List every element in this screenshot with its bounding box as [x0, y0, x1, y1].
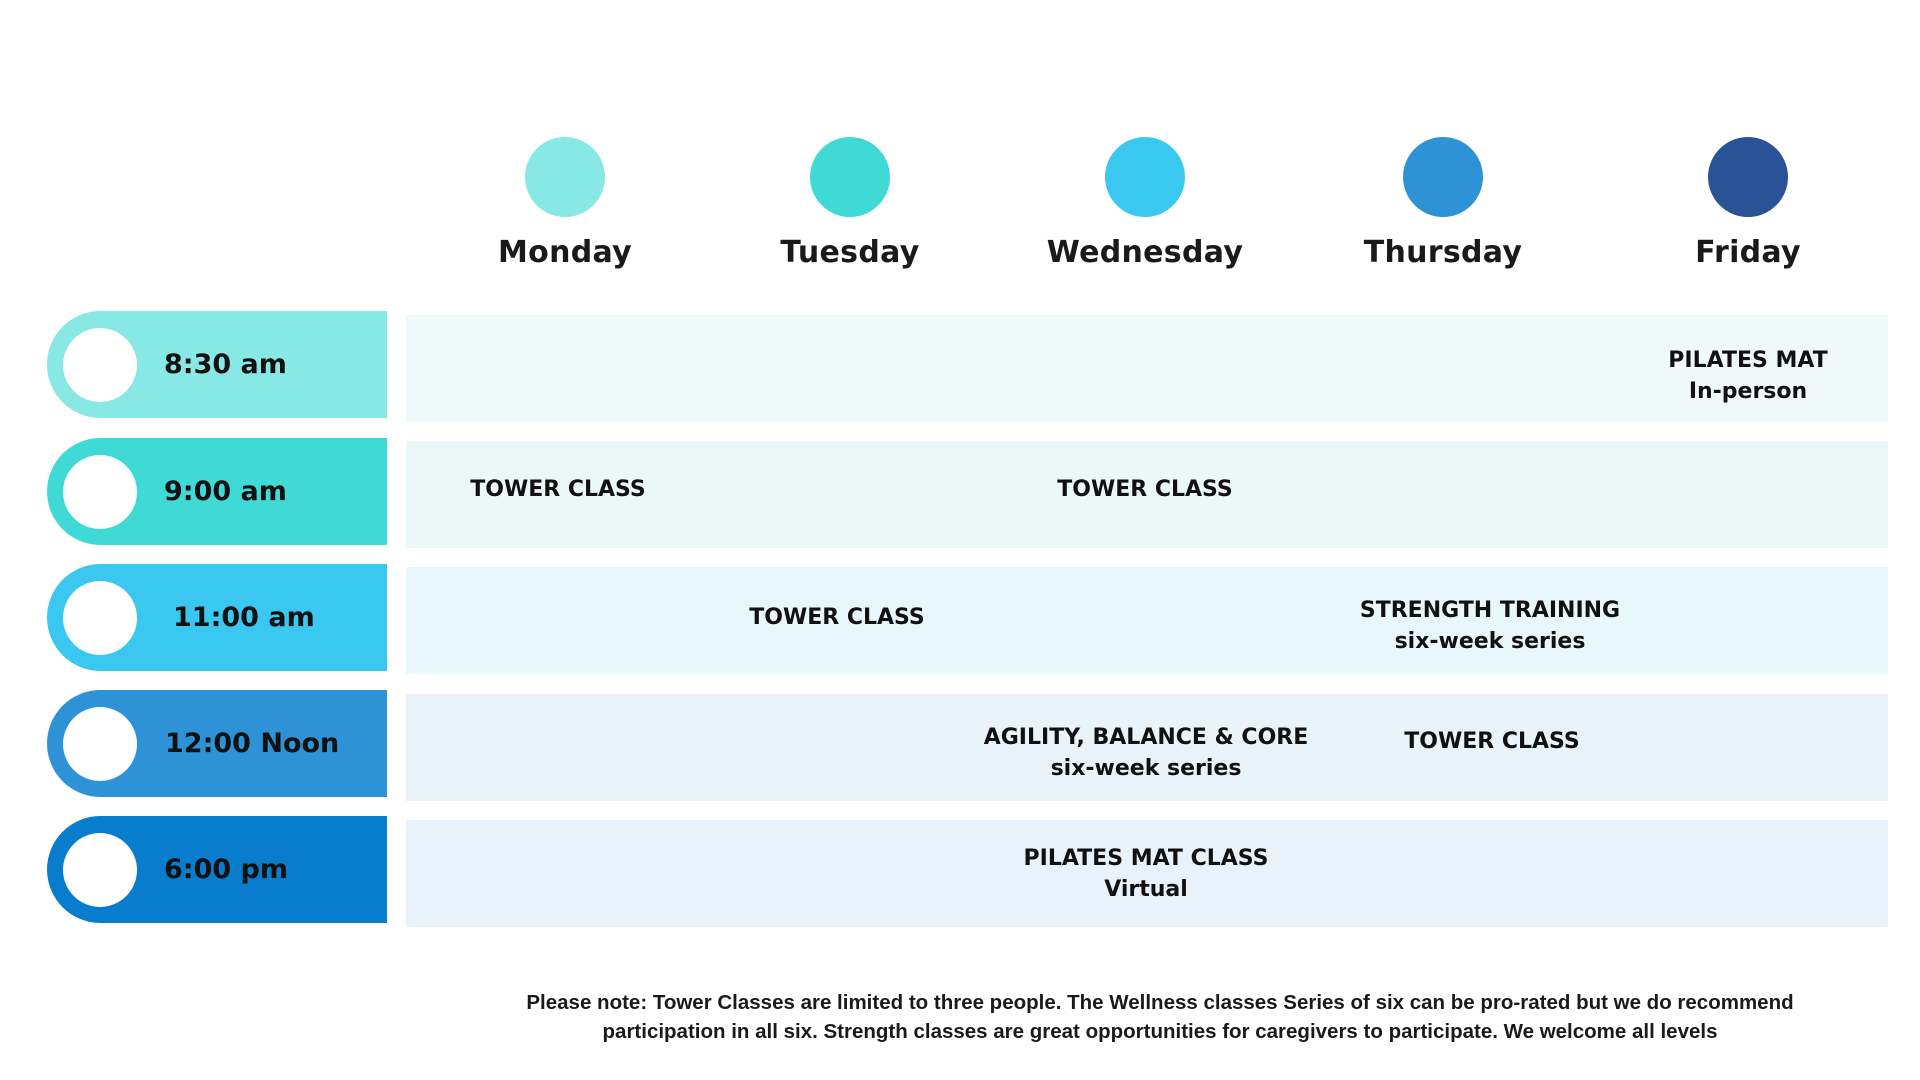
- time-slot-circle: [63, 707, 137, 781]
- class-subtitle: In-person: [1688, 379, 1808, 404]
- day-header-thursday: [1293, 137, 1593, 270]
- time-slot-900am: [47, 438, 387, 545]
- class-cell-thursday: [1310, 595, 1670, 657]
- day-label-monday: Monday: [498, 235, 632, 270]
- class-cell-wednesday: [965, 474, 1325, 505]
- schedule-row-900am: [406, 441, 1888, 548]
- time-label: 6:00 pm: [164, 854, 289, 885]
- class-cell-wednesday: [966, 843, 1326, 905]
- time-slot-830am: [47, 311, 387, 418]
- time-slot-circle: [63, 328, 137, 402]
- class-subtitle: six-week series: [1394, 629, 1586, 654]
- note-line-1: Please note: Tower Classes are limited to three people. The Wellness classes Series of six can be pro-rated but we do recommend: [526, 991, 1794, 1014]
- schedule-note: [470, 988, 1850, 1046]
- time-label: 11:00 am: [173, 602, 315, 633]
- schedule-row-1100am: [406, 567, 1888, 674]
- time-label: 8:30 am: [164, 349, 287, 380]
- schedule-row-830am: [406, 315, 1888, 422]
- time-slot-1200noon: [47, 690, 387, 797]
- thursday-color-dot: [1403, 137, 1483, 217]
- day-header-friday: [1598, 137, 1898, 270]
- day-label-wednesday: Wednesday: [1046, 235, 1244, 270]
- time-slot-600pm: [47, 816, 387, 923]
- day-header-wednesday: [995, 137, 1295, 270]
- class-title: STRENGTH TRAINING: [1359, 598, 1621, 623]
- time-slot-circle: [63, 581, 137, 655]
- class-title: PILATES MAT: [1668, 348, 1828, 373]
- day-label-friday: Friday: [1695, 235, 1801, 270]
- class-title: TOWER CLASS: [749, 605, 925, 630]
- time-slot-circle: [63, 455, 137, 529]
- schedule-row-600pm: [406, 820, 1888, 927]
- class-title: PILATES MAT CLASS: [1023, 846, 1269, 871]
- day-label-tuesday: Tuesday: [780, 235, 920, 270]
- time-slot-1100am: [47, 564, 387, 671]
- time-label: 12:00 Noon: [165, 728, 340, 759]
- time-slot-circle: [63, 833, 137, 907]
- class-cell-thursday: [1312, 726, 1672, 757]
- class-title: TOWER CLASS: [1404, 729, 1580, 754]
- schedule-row-1200noon: [406, 694, 1888, 801]
- day-header-tuesday: [700, 137, 1000, 270]
- wednesday-color-dot: [1105, 137, 1185, 217]
- class-title: TOWER CLASS: [1057, 477, 1233, 502]
- class-cell-tuesday: [657, 602, 1017, 633]
- class-subtitle: six-week series: [1050, 756, 1242, 781]
- class-title: TOWER CLASS: [470, 477, 646, 502]
- friday-color-dot: [1708, 137, 1788, 217]
- tuesday-color-dot: [810, 137, 890, 217]
- class-cell-monday: [378, 474, 738, 505]
- note-line-2: participation in all six. Strength classes are great opportunities for caregivers to participate. We welcome all levels: [602, 1020, 1718, 1043]
- time-label: 9:00 am: [164, 476, 287, 507]
- class-title: AGILITY, BALANCE & CORE: [983, 725, 1309, 750]
- class-subtitle: Virtual: [1104, 877, 1188, 902]
- day-label-thursday: Thursday: [1363, 235, 1523, 270]
- day-header-monday: [415, 137, 715, 270]
- class-cell-wednesday: [946, 722, 1346, 784]
- monday-color-dot: [525, 137, 605, 217]
- class-cell-friday: [1568, 345, 1920, 407]
